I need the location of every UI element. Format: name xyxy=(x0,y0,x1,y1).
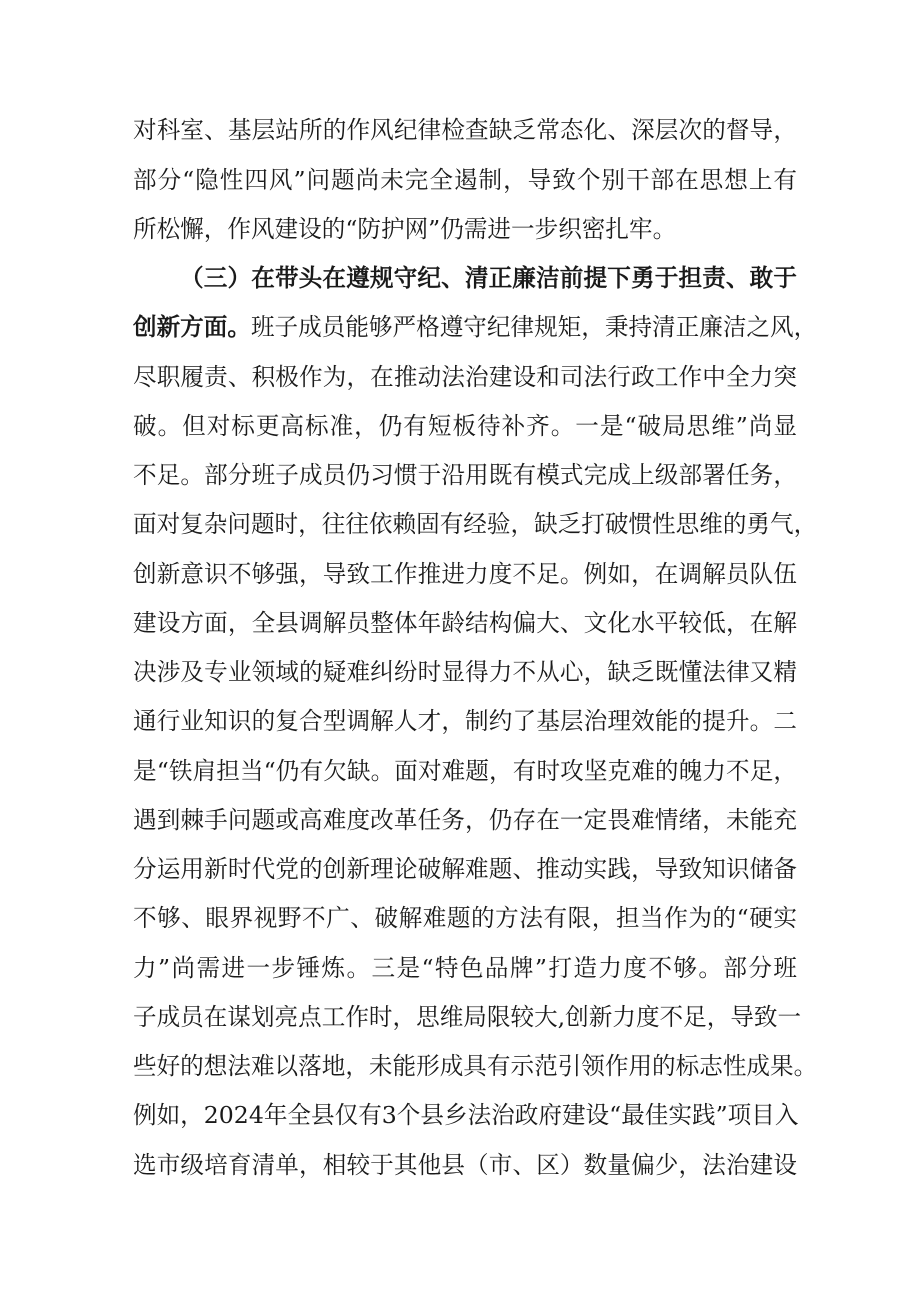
text-line: 不足。部分班子成员仍习惯于沿用既有模式完成上级部署任务， xyxy=(133,461,797,489)
text-line: 例如，2024年全县仅有3个县乡法治政府建设“最佳实践”项目入 xyxy=(133,1101,799,1129)
text-line-content: 班子成员能够严格遵守纪律规矩，秉持清正廉洁之风， xyxy=(250,313,818,341)
text-line: 创新意识不够强，导致工作推进力度不足。例如，在调解员队伍 xyxy=(133,560,797,588)
text-line xyxy=(133,307,818,347)
text-line: 子成员在谋划亮点工作时，思维局限较大,创新力度不足，导致一 xyxy=(133,1003,802,1031)
text-line: 些好的想法难以落地，未能形成具有示范引领作用的标志性成果。 xyxy=(133,1052,818,1080)
text-line: 部分“隐性四风”问题尚未完全遏制，导致个别干部在思想上有 xyxy=(133,166,797,194)
text-line: 遇到棘手问题或高难度改革任务，仍存在一定畏难情绪，未能充 xyxy=(133,806,797,834)
text-line: 面对复杂问题时，往往依赖固有经验，缺乏打破惯性思维的勇气， xyxy=(133,510,818,538)
text-line: 通行业知识的复合型调解人才，制约了基层治理效能的提升。二 xyxy=(133,707,797,735)
text-line: 分运用新时代党的创新理论破解难题、推动实践，导致知识储备 xyxy=(133,855,797,883)
text-line: 不够、眼界视野不广、破解难题的方法有限，担当作为的“硬实 xyxy=(133,904,797,932)
text-line: 尽职履责、积极作为，在推动法治建设和司法行政工作中全力突 xyxy=(133,363,797,391)
text-line: 选市级培育清单，相较于其他县（市、区）数量偏少，法治建设 xyxy=(133,1151,797,1179)
section-heading: （三）在带头在遵规守纪、清正廉洁前提下勇于担责、敢于 xyxy=(180,264,797,292)
text-line: 决涉及专业领域的疑难纠纷时显得力不从心，缺乏既懂法律又精 xyxy=(133,658,797,686)
text-line: 所松懈，作风建设的“防护网”仍需进一步织密扎牢。 xyxy=(133,215,677,243)
text-line: 力”尚需进一步锤炼。三是“特色品牌”打造力度不够。部分班 xyxy=(133,954,797,982)
text-line: 是“铁肩担当“仍有欠缺。面对难题，有时攻坚克难的魄力不足， xyxy=(133,757,797,785)
text-line: 建设方面，全县调解员整体年龄结构偏大、文化水平较低，在解 xyxy=(133,609,797,637)
section-heading-end: 创新方面。 xyxy=(133,313,251,341)
text-line: 破。但对标更高标准，仍有短板待补齐。一是“破局思维”尚显 xyxy=(133,412,797,440)
text-line: 对科室、基层站所的作风纪律检查缺乏常态化、深层次的督导， xyxy=(133,116,797,144)
